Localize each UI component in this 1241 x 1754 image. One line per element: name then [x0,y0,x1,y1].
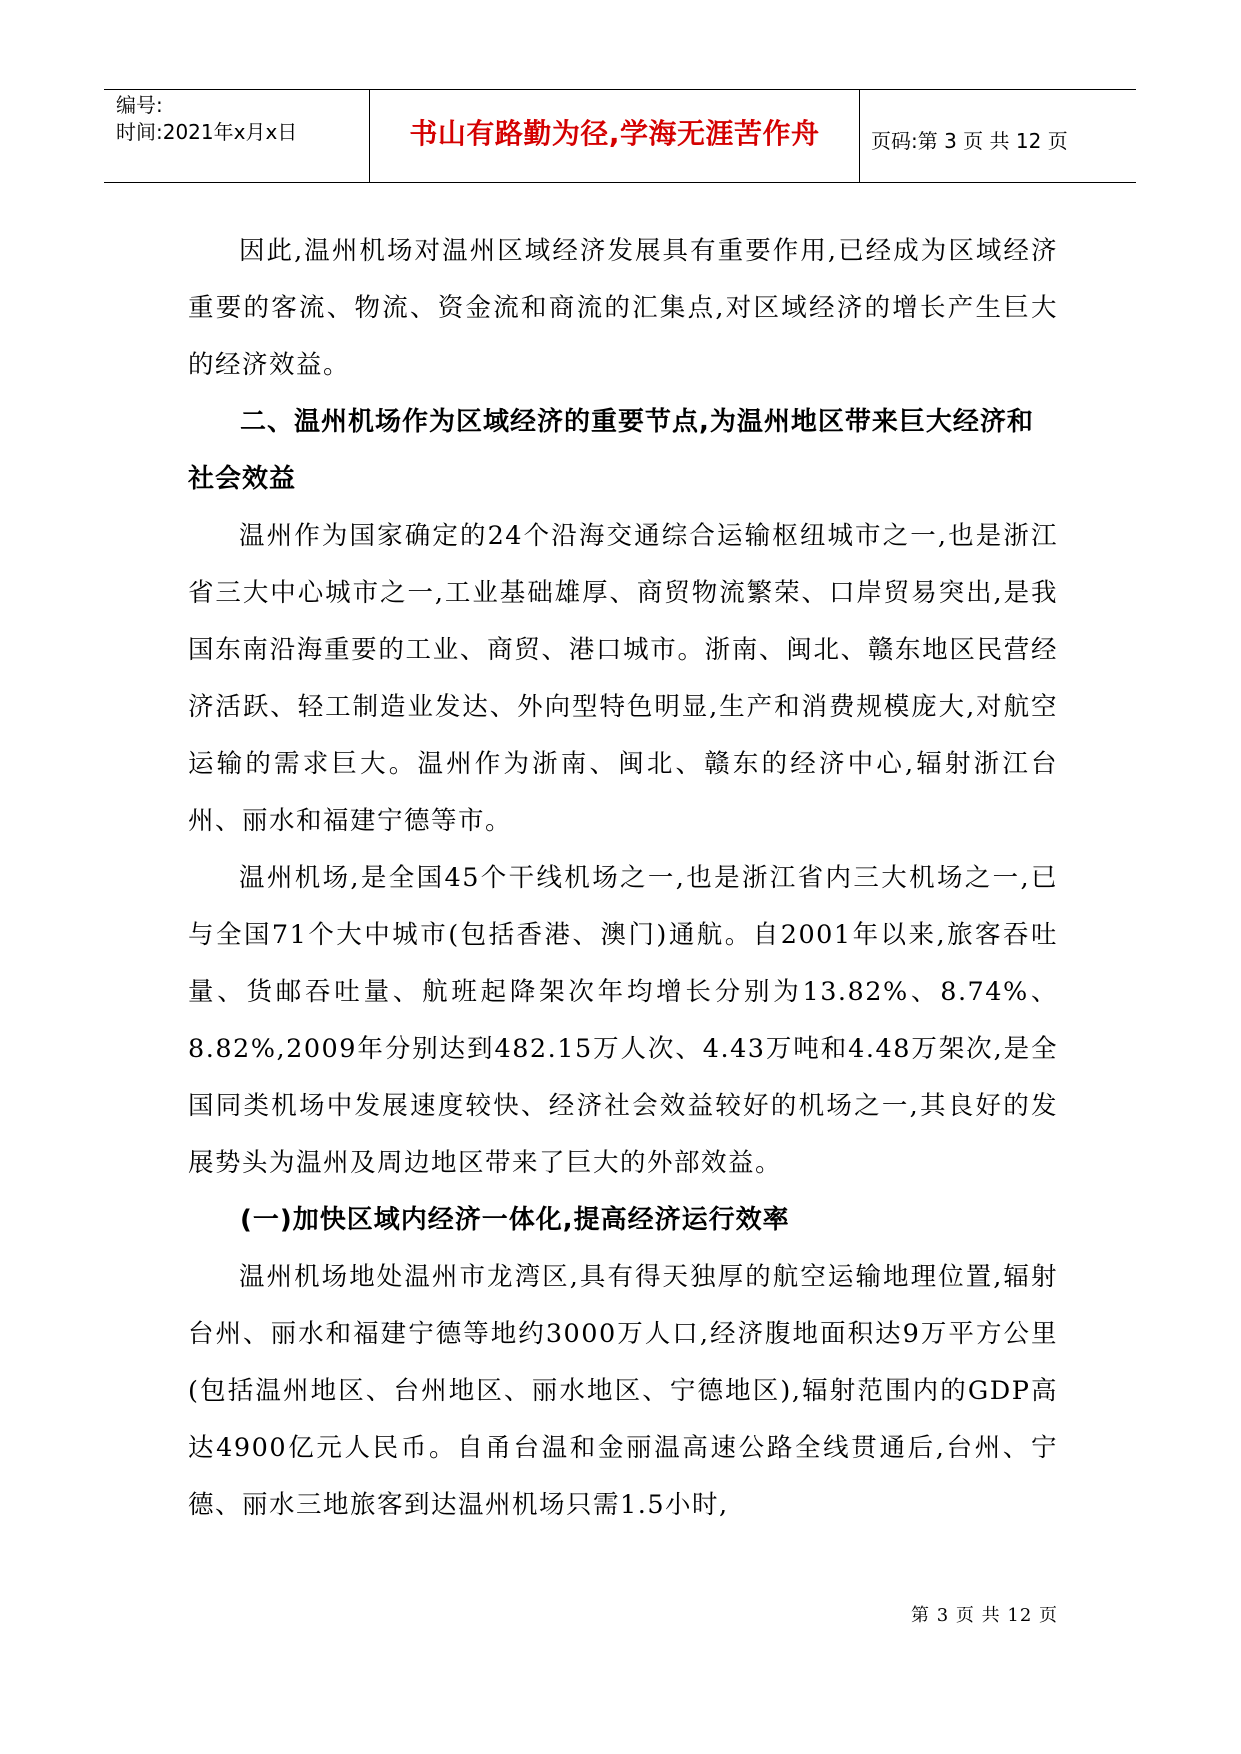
document-number-label: 编号: [116,93,163,117]
section-heading-2: 二、温州机场作为区域经济的重要节点,为温州地区带来巨大经济和社会效益 [188,407,1034,494]
paragraph-1: 因此,温州机场对温州区域经济发展具有重要作用,已经成为区域经济重要的客流、物流、资金流和商流的汇集点,对区域经济的增长产生巨大的经济效益。 [188,236,1058,380]
header-top-rule [104,89,1136,90]
document-time-label: 时间:2021年x月x日 [116,120,298,144]
paragraph-3: 温州机场,是全国45个干线机场之一,也是浙江省内三大机场之一,已与全国71个大中城市(包括香港、澳门)通航。自2001年以来,旅客吞吐量、货邮吞吐量、航班起降架次年均增长分别为13.82%、8.74%、8.82%,2009年分别达到482.15万人次、4.43万吨和4.48万架次,是全国同类机场中发展速度较快、经济社会效益较好的机场之一,其良好的发展势头为温州及周边地区带来了巨大的外部效益。 [188,863,1058,1178]
paragraph-2: 温州作为国家确定的24个沿海交通综合运输枢纽城市之一,也是浙江省三大中心城市之一,工业基础雄厚、商贸物流繁荣、口岸贸易突出,是我国东南沿海重要的工业、商贸、港口城市。浙南、闽北、赣东地区民营经济活跃、轻工制造业发达、外向型特色明显,生产和消费规模庞大,对航空运输的需求巨大。温州作为浙南、闽北、赣东的经济中心,辐射浙江台州、丽水和福建宁德等市。 [188,521,1058,836]
header-divider-right [859,89,860,183]
document-body [188,223,1058,1534]
header-page-number: 页码:第 3 页 共 12 页 [871,129,1068,153]
page-footer: 第 3 页 共 12 页 [911,1605,1058,1626]
subsection-heading-1: (一)加快区域内经济一体化,提高经济运行效率 [240,1205,790,1235]
header-bottom-rule [104,182,1136,183]
paragraph-4: 温州机场地处温州市龙湾区,具有得天独厚的航空运输地理位置,辐射台州、丽水和福建宁德等地约3000万人口,经济腹地面积达9万平方公里(包括温州地区、台州地区、丽水地区、宁德地区),辐射范围内的GDP高达4900亿元人民币。自甬台温和金丽温高速公路全线贯通后,台州、宁德、丽水三地旅客到达温州机场只需1.5小时, [188,1262,1058,1520]
header-motto: 书山有路勤为径,学海无涯苦作舟 [409,117,820,150]
header-meta [116,92,364,146]
